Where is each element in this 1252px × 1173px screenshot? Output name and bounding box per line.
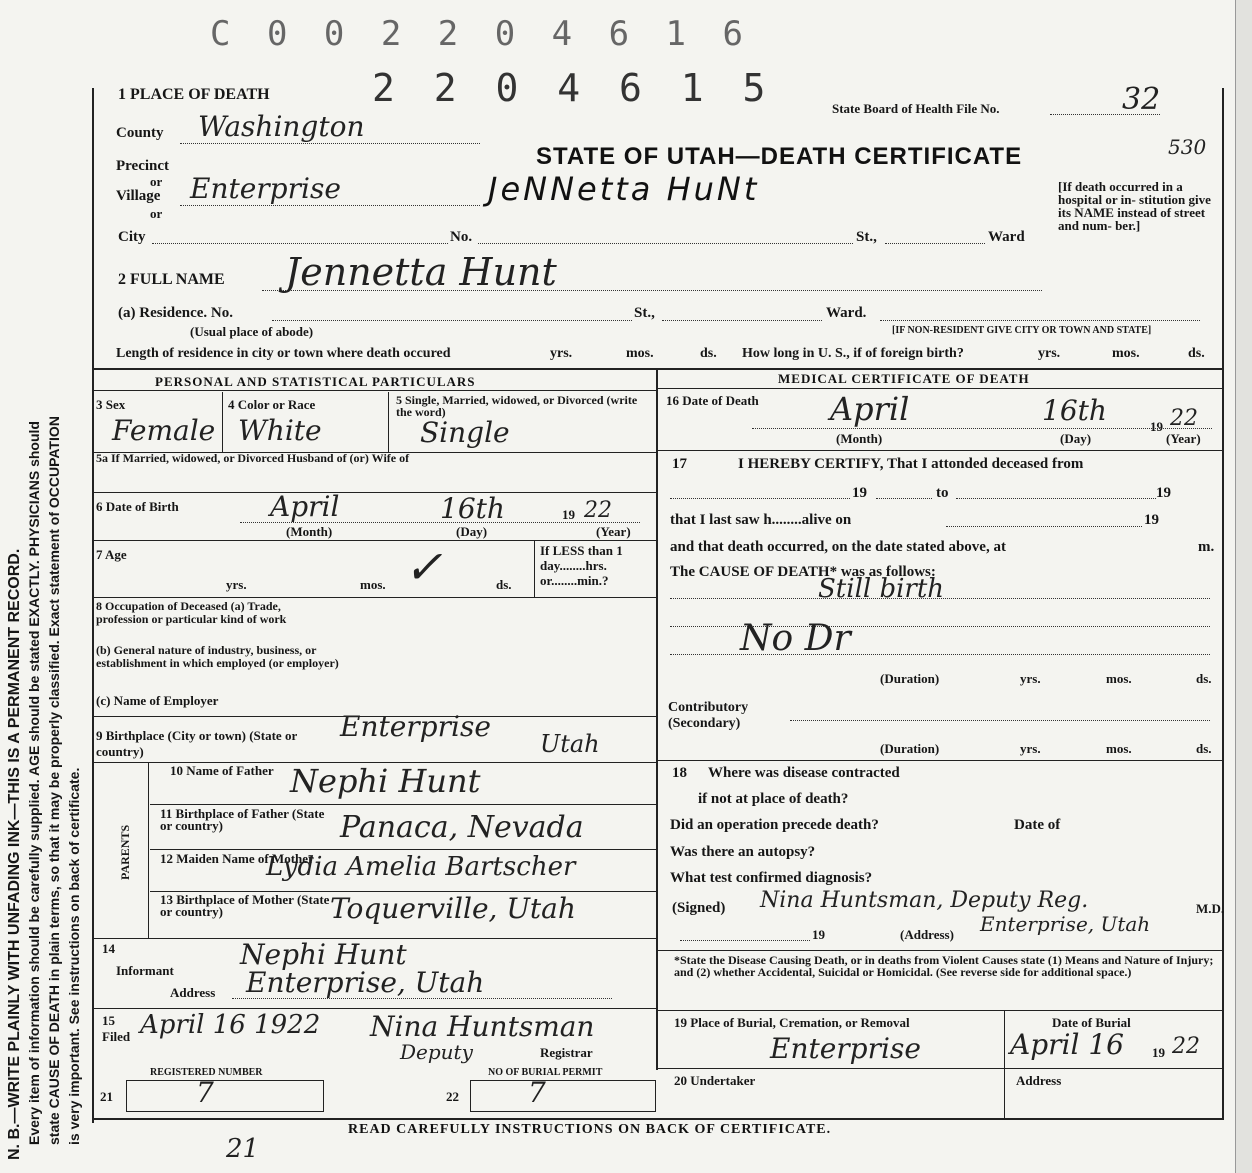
certify-text: I HEREBY CERTIFY, That I attonded deceased from [738, 456, 1084, 472]
registered-number-box [126, 1080, 324, 1112]
informant-value: Nephi Hunt [240, 938, 407, 971]
color-value: White [238, 414, 322, 447]
village-value: Enterprise [190, 172, 341, 205]
signed-value: Nina Huntsman, Deputy Reg. [760, 888, 1089, 913]
dob-label: 6 Date of Birth [96, 499, 179, 514]
county-label: County [116, 125, 164, 141]
father-birthplace-value: Panaca, Nevada [340, 810, 584, 845]
disease-note: *State the Disease Causing Death, or in deaths from Violent Causes state (1) Means and Nature of Injury; and (2) whether Accidental, Suicidal or Homicidal. (See reverse side for additional space.) [674, 953, 1214, 979]
burial-place-label: 19 Place of Burial, Cremation, or Removal [674, 1015, 910, 1030]
printed-name: JeNNetta HuNt [488, 170, 760, 208]
length-of-residence-label: Length of residence in city or town where death occured [116, 346, 451, 361]
sex-label: 3 Sex [96, 397, 126, 412]
death-occurred-label: and that death occurred, on the date stated above, at [670, 539, 1006, 555]
registered-number-value: 7 [196, 1076, 214, 1109]
burial-place-value: Enterprise [770, 1032, 921, 1065]
footer-instructions: READ CAREFULLY INSTRUCTIONS ON BACK OF CERTIFICATE. [348, 1122, 832, 1137]
last-saw-label: that I last saw h........alive on [670, 512, 852, 528]
burial-permit-label: NO OF BURIAL PERMIT [488, 1067, 603, 1078]
file-annotation: 530 [1168, 135, 1207, 159]
usual-abode-caption: (Usual place of abode) [190, 324, 314, 339]
dob-month: April [270, 490, 340, 523]
medical-heading: MEDICAL CERTIFICATE OF DEATH [778, 371, 1030, 386]
birthplace-state: Utah [540, 730, 600, 758]
mother-name-label: 12 Maiden Name of Mother [160, 851, 314, 866]
precinct-label: Precinct [116, 158, 170, 174]
burial-permit-box [470, 1080, 656, 1112]
age-label: 7 Age [96, 547, 127, 562]
residence-label: (a) Residence. No. [118, 305, 233, 321]
signed-label: (Signed) [672, 900, 726, 916]
registered-number-label: REGISTERED NUMBER [150, 1067, 263, 1078]
bottom-mark: 21 [226, 1134, 260, 1164]
contributory-label: Contributory (Secondary) [668, 700, 749, 731]
certificate-title: STATE OF UTAH—DEATH CERTIFICATE [536, 143, 1023, 170]
mother-birthplace-value: Toquerville, Utah [330, 892, 576, 925]
right-border [1222, 88, 1224, 1118]
left-border [92, 88, 94, 1123]
file-no-label: State Board of Health File No. [832, 101, 1000, 116]
industry-label: (b) General nature of industry, business, or establishment in which employed (or employer) [96, 643, 339, 670]
page-edge [1235, 0, 1252, 1173]
sex-value: Female [112, 414, 216, 447]
full-name-value: Jennetta Hunt [285, 250, 557, 294]
top-stamp: C 0 0 2 2 0 4 6 1 6 [210, 14, 751, 54]
marital-label: 5 Single, Married, widowed, or Divorced (write the word) [396, 393, 638, 419]
column-divider [656, 370, 658, 1070]
registrar-label: Registrar [540, 1045, 593, 1060]
cause-of-death-value: Still birth [818, 574, 945, 604]
disease-contracted-label: Where was disease contracted [708, 765, 900, 781]
employer-label: (c) Name of Employer [96, 693, 219, 708]
burial-permit-value: 7 [528, 1076, 546, 1109]
burial-date-value: April 16 [1010, 1028, 1124, 1061]
death-month: April [830, 390, 910, 428]
spouse-label: 5a If Married, widowed, or Divorced Husband of (or) Wife of [96, 451, 410, 465]
undertaker-address-label: Address [1016, 1073, 1062, 1088]
autopsy-label: Was there an autopsy? [670, 844, 816, 860]
operation-label: Did an operation precede death? [670, 817, 879, 833]
cause-of-death-label: The CAUSE OF DEATH* was as follows: [670, 564, 936, 580]
nonresident-note: [IF NON-RESIDENT GIVE CITY OR TOWN AND STATE] [892, 325, 1152, 336]
no-label: No. [450, 229, 473, 245]
age-check: ✓ [404, 540, 443, 594]
sidebar-instructions [0, 60, 95, 1170]
color-label: 4 Color or Race [228, 397, 316, 412]
marital-value: Single [420, 416, 510, 449]
mother-birthplace-label: 13 Birthplace of Mother (State or country) [160, 892, 330, 919]
birthplace-city: Enterprise [340, 710, 491, 743]
certificate-stamp-number: 2 2 0 4 6 1 5 [372, 66, 774, 110]
parents-label: PARENTS [118, 824, 132, 880]
birthplace-label: 9 Birthplace (City or town) (State or country) [96, 728, 297, 759]
burial-year: 22 [1172, 1034, 1200, 1059]
dob-year: 22 [584, 498, 612, 523]
sidebar-line-3: state CAUSE OF DEATH in plain terms, so that it may be properly classified. Exact statement of OCCUPATION [46, 416, 62, 1145]
father-name-value: Nephi Hunt [290, 762, 481, 800]
place-of-death-label: 1 PLACE OF DEATH [118, 86, 270, 103]
full-name-label: 2 FULL NAME [118, 271, 225, 288]
informant-address-value: Enterprise, Utah [246, 966, 485, 999]
less-than-day-label: If LESS than 1 day........hrs. or........min.? [540, 543, 623, 588]
st-label: St., [856, 229, 877, 245]
test-confirmed-label: What test confirmed diagnosis? [670, 870, 873, 886]
signed-address: Enterprise, Utah [980, 912, 1151, 936]
date-of-death-label: 16 Date of Death [666, 393, 759, 408]
dob-day: 16th [440, 492, 505, 525]
undertaker-label: 20 Undertaker [674, 1073, 756, 1088]
sidebar-line-4: is very important. See instructions on back of certificate. [66, 767, 82, 1145]
father-name-label: 10 Name of Father [170, 763, 274, 778]
county-value: Washington [198, 110, 365, 143]
bottom-border [92, 1118, 1224, 1120]
village-label: Village [116, 188, 161, 204]
filed-label: Filed [102, 1029, 131, 1044]
personal-heading: PERSONAL AND STATISTICAL PARTICULARS [155, 374, 476, 389]
burial-date-label: Date of Burial [1052, 1015, 1131, 1030]
how-long-us-label: How long in U. S., if of foreign birth? [742, 346, 964, 361]
registrar-deputy: Deputy [400, 1040, 473, 1064]
occupation-label: 8 Occupation of Deceased (a) Trade, profession or particular kind of work [96, 599, 287, 626]
file-no-value: 32 [1122, 82, 1161, 117]
death-day: 16th [1042, 394, 1107, 427]
mother-name-value: Lydia Amelia Bartscher [266, 852, 576, 882]
hospital-note: [If death occurred in a hospital or in- stitution give its NAME instead of street and num- ber.] [1058, 179, 1211, 233]
city-label: City [118, 229, 146, 245]
death-year: 22 [1170, 406, 1198, 431]
registrar-signature: Nina Huntsman [370, 1010, 595, 1043]
informant-label: Informant [116, 963, 174, 978]
sidebar-line-1: N. B.—WRITE PLAINLY WITH UNFADING INK—THIS IS A PERMANENT RECORD. [6, 548, 23, 1160]
informant-address-label: Address [170, 985, 216, 1000]
sidebar-line-2: Every item of information should be carefully supplied. AGE should be stated EXACTLY. PHYSICIANS should [26, 421, 42, 1145]
filed-value: April 16 1922 [140, 1010, 321, 1040]
father-birthplace-label: 11 Birthplace of Father (State or country) [160, 806, 325, 833]
ward-label: Ward [988, 229, 1025, 245]
no-doctor-note: No Dr [740, 618, 851, 659]
